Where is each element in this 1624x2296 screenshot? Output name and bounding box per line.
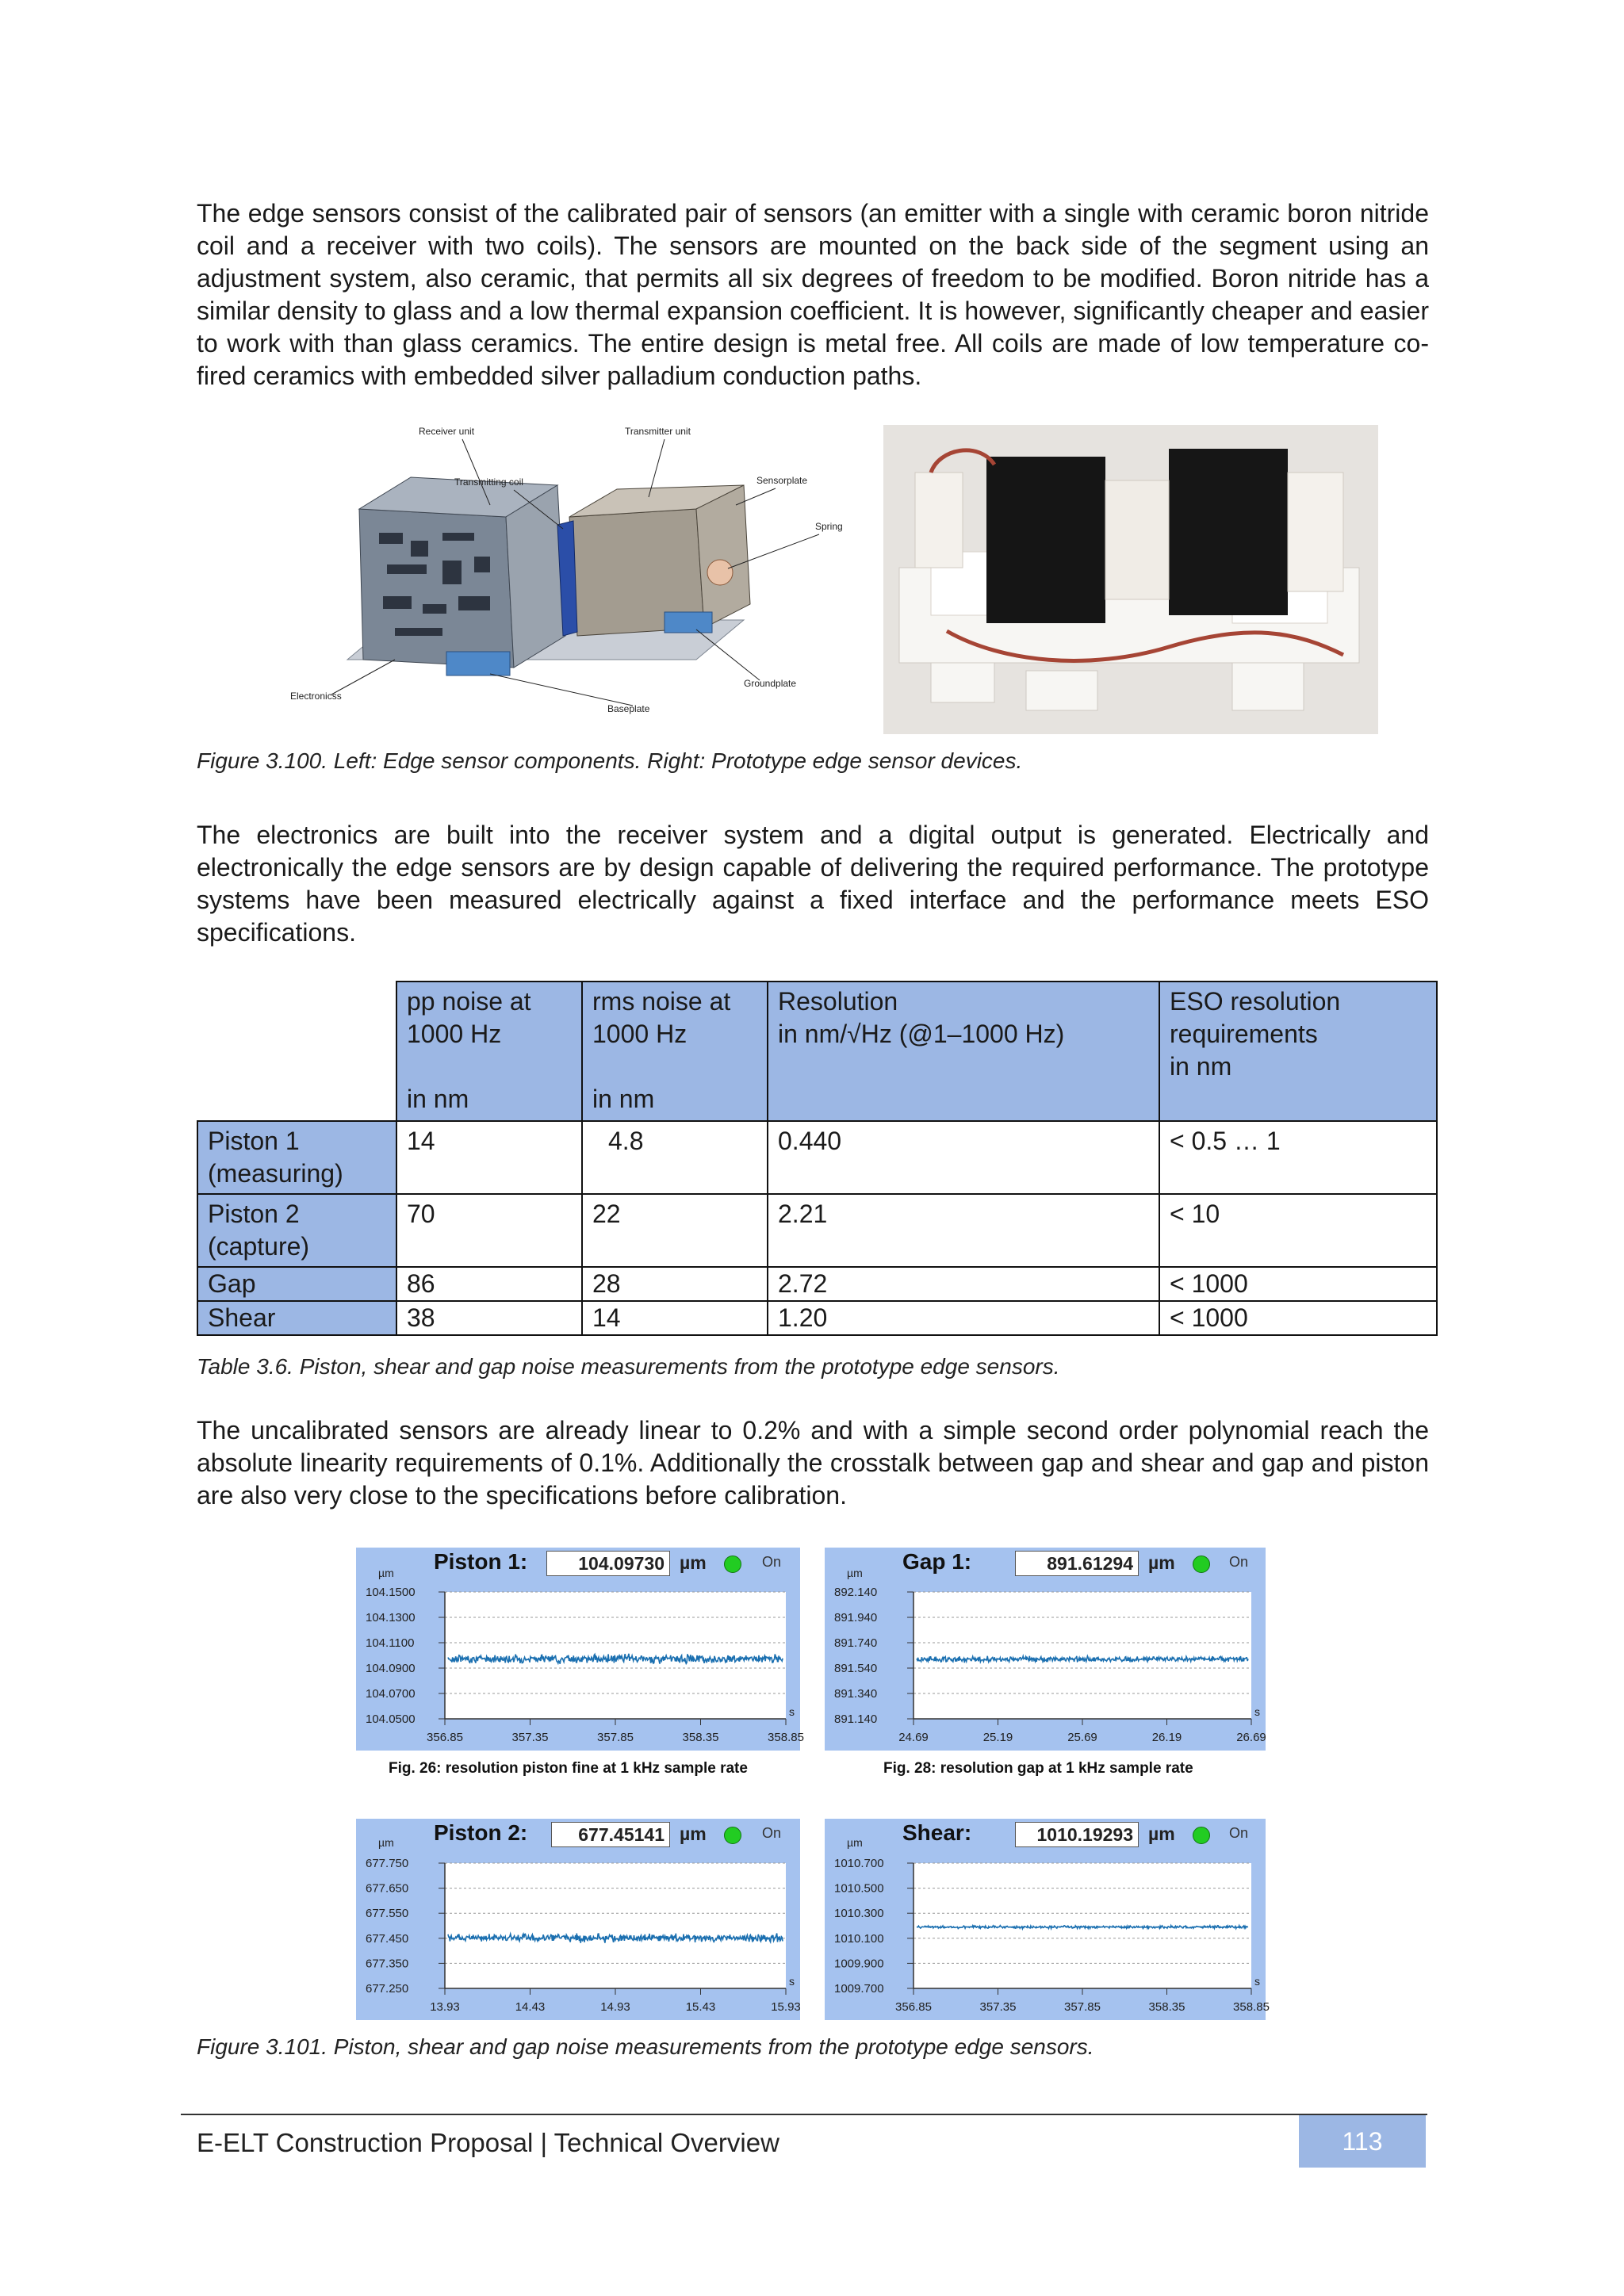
footer-rule — [181, 2114, 1427, 2115]
plot-area — [914, 1592, 1251, 1719]
y-tick-label: 1010.500 — [834, 1881, 884, 1896]
y-tick-label: 1010.300 — [834, 1907, 884, 1921]
x-tick-label: 358.85 — [1233, 2000, 1270, 2014]
header-eso-requirements: ESO resolution requirements in nm — [1159, 982, 1437, 1121]
x-unit-label: s — [789, 1705, 795, 1718]
y-tick-label: 677.450 — [366, 1931, 409, 1946]
x-tick-label: 356.85 — [427, 1731, 463, 1744]
label-electronics: Electronicss — [290, 691, 342, 702]
scope-title: Piston 1: — [434, 1549, 528, 1574]
y-tick-label: 891.540 — [834, 1662, 878, 1675]
table-row: Piston 2 (capture) 70 22 2.21 < 10 — [197, 1194, 1437, 1267]
x-tick-label: 358.35 — [1148, 2000, 1185, 2014]
plot-area — [445, 1863, 786, 1988]
noise-table — [197, 981, 1438, 1336]
x-tick-label: 26.19 — [1151, 1731, 1182, 1744]
scope-plot-piston-2 — [356, 1819, 800, 2020]
scope-piston-1: µm Piston 1: 104.09730 µm On 104.1500 104.1300 104.1100 104.0900 104.0700 104.0500 356.85 357.35 357.85 358.35 358.85 s — [356, 1548, 800, 1751]
y-tick-label: 104.0700 — [366, 1687, 416, 1701]
value-readout: 677.45141 — [551, 1822, 670, 1847]
figure-3-101-caption: Figure 3.101. Piston, shear and gap noise measurements from the prototype edge sensors. — [197, 2034, 1094, 2059]
prototype-photo — [883, 425, 1378, 734]
label-groundplate: Groundplate — [744, 678, 797, 689]
y-tick-label: 891.340 — [834, 1687, 878, 1701]
x-tick-label: 25.19 — [982, 1731, 1013, 1744]
y-tick-label: 891.940 — [834, 1611, 878, 1624]
x-tick-label: 357.35 — [511, 1731, 549, 1744]
x-tick-label: 26.69 — [1236, 1731, 1266, 1744]
value-readout: 1010.19293 — [1015, 1822, 1139, 1847]
fig-26-caption: Fig. 26: resolution piston fine at 1 kHz sample rate — [389, 1760, 748, 1777]
x-tick-label: 24.69 — [898, 1731, 929, 1744]
y-tick-label: 1010.100 — [834, 1931, 884, 1946]
y-tick-label: 104.0500 — [366, 1712, 416, 1726]
y-tick-label: 677.750 — [366, 1857, 409, 1870]
fig-28-caption: Fig. 28: resolution gap at 1 kHz sample rate — [883, 1760, 1193, 1777]
paragraph-electronics: The electronics are built into the receiver system and a digital output is generated. Electrically and electronically the edge sensors are by design capable of delivering the required performance. The prototype systems have been measured electrically against a fixed interface and the performance meets ESO specifications. — [197, 821, 1429, 947]
y-tick-label: 677.550 — [366, 1907, 409, 1921]
y-tick-label: 891.740 — [834, 1636, 878, 1650]
y-tick-label: 677.250 — [366, 1982, 409, 1996]
x-tick-label: 15.43 — [685, 2000, 716, 2014]
table-corner — [197, 982, 396, 1121]
x-tick-label: 15.93 — [771, 2000, 801, 2014]
x-tick-label: 357.35 — [979, 2000, 1017, 2014]
y-tick-label: 1009.900 — [834, 1957, 884, 1971]
scope-plot-gap-1 — [825, 1548, 1266, 1751]
label-transmitting-coil: Transmitting coil — [454, 476, 523, 488]
value-readout: 104.09730 — [546, 1551, 670, 1576]
scope-shear: µm Shear: 1010.19293 µm On 1010.700 1010.500 1010.300 1010.100 1009.900 1009.700 356.85 357.35 357.85 358.35 358.85 s — [825, 1819, 1266, 2020]
x-tick-label: 14.43 — [515, 2000, 546, 2014]
scope-title: Piston 2: — [434, 1820, 528, 1845]
label-sensorplate: Sensorplate — [756, 475, 808, 486]
label-baseplate: Baseplate — [607, 703, 650, 714]
x-tick-label: 14.93 — [600, 2000, 630, 2014]
scope-plot-piston-1 — [356, 1548, 804, 1751]
x-tick-label: 25.69 — [1067, 1731, 1097, 1744]
paragraph-linearity: The uncalibrated sensors are already linear to 0.2% and with a simple second order polynomial reach the absolute linearity requirements of 0.1%. Additionally the crosstalk between gap and shear and gap and piston are also very close to the specifications before calibration. — [197, 1416, 1429, 1510]
y-tick-label: 891.140 — [834, 1712, 878, 1726]
x-tick-label: 13.93 — [430, 2000, 460, 2014]
x-unit-label: s — [1254, 1975, 1260, 1988]
y-tick-label: 104.0900 — [366, 1662, 416, 1675]
figure-3-100-caption: Figure 3.100. Left: Edge sensor components. Right: Prototype edge sensor devices. — [197, 748, 1023, 773]
x-tick-label: 357.85 — [597, 1731, 634, 1744]
y-tick-label: 104.1300 — [366, 1611, 416, 1624]
paragraph-edge-sensors: The edge sensors consist of the calibrated pair of sensors (an emitter with a single with ceramic boron nitride coil and a receiver with two coils). The sensors are mounted on the back side of the segment using an adjustment system, also ceramic, that permits all six degrees of freedom to be modified. Boron nitride has a similar density to glass and a low thermal expansion coefficient. It is however, significantly cheaper and easier to work with than glass ceramics. The entire design is metal free. All coils are made of low temperature co-fired ceramics with embedded silver palladium conduction paths. — [197, 199, 1429, 390]
x-tick-label: 356.85 — [895, 2000, 932, 2014]
x-tick-label: 357.85 — [1064, 2000, 1101, 2014]
y-tick-label: 677.650 — [366, 1881, 409, 1896]
table-row: Gap 86 28 2.72 < 1000 — [197, 1267, 1437, 1301]
x-unit-label: s — [789, 1975, 795, 1988]
page-number: 113 — [1299, 2115, 1426, 2168]
x-unit-label: s — [1254, 1705, 1260, 1718]
scope-gap-1: µm Gap 1: 891.61294 µm On 892.140 891.940 891.740 891.540 891.340 891.140 24.69 25.19 25.69 26.19 26.69 s — [825, 1548, 1266, 1751]
x-tick-label: 358.35 — [682, 1731, 719, 1744]
y-tick-label: 104.1100 — [366, 1636, 415, 1650]
label-receiver-unit: Receiver unit — [419, 426, 475, 437]
footer-title: E-ELT Construction Proposal | Technical Overview — [197, 2128, 779, 2157]
y-tick-label: 104.1500 — [366, 1586, 416, 1599]
scope-plot-shear — [825, 1819, 1270, 2020]
x-tick-label: 358.85 — [768, 1731, 804, 1744]
scope-title: Shear: — [902, 1820, 972, 1845]
edge-sensor-components-figure — [252, 422, 869, 733]
header-pp-noise: pp noise at 1000 Hz in nm — [396, 982, 582, 1121]
y-tick-label: 677.350 — [366, 1957, 409, 1971]
label-spring: Spring — [815, 521, 843, 532]
table-row: Piston 1 (measuring) 14 4.8 0.440 < 0.5 … 1 — [197, 1121, 1437, 1194]
table-3-6-caption: Table 3.6. Piston, shear and gap noise measurements from the prototype edge sensors. — [197, 1354, 1060, 1379]
label-transmitter-unit: Transmitter unit — [625, 426, 691, 437]
value-readout: 891.61294 — [1015, 1551, 1139, 1576]
y-tick-label: 1009.700 — [834, 1982, 884, 1996]
header-rms-noise: rms noise at 1000 Hz in nm — [582, 982, 768, 1121]
header-resolution: Resolution in nm/√Hz (@1–1000 Hz) — [768, 982, 1159, 1121]
y-tick-label: 892.140 — [834, 1586, 878, 1599]
table-row: Shear 38 14 1.20 < 1000 — [197, 1301, 1437, 1335]
y-tick-label: 1010.700 — [834, 1857, 884, 1870]
scope-title: Gap 1: — [902, 1549, 972, 1574]
scope-piston-2: µm Piston 2: 677.45141 µm On 677.750 677.650 677.550 677.450 677.350 677.250 13.93 14.43 14.93 15.43 15.93 s — [356, 1819, 800, 2020]
